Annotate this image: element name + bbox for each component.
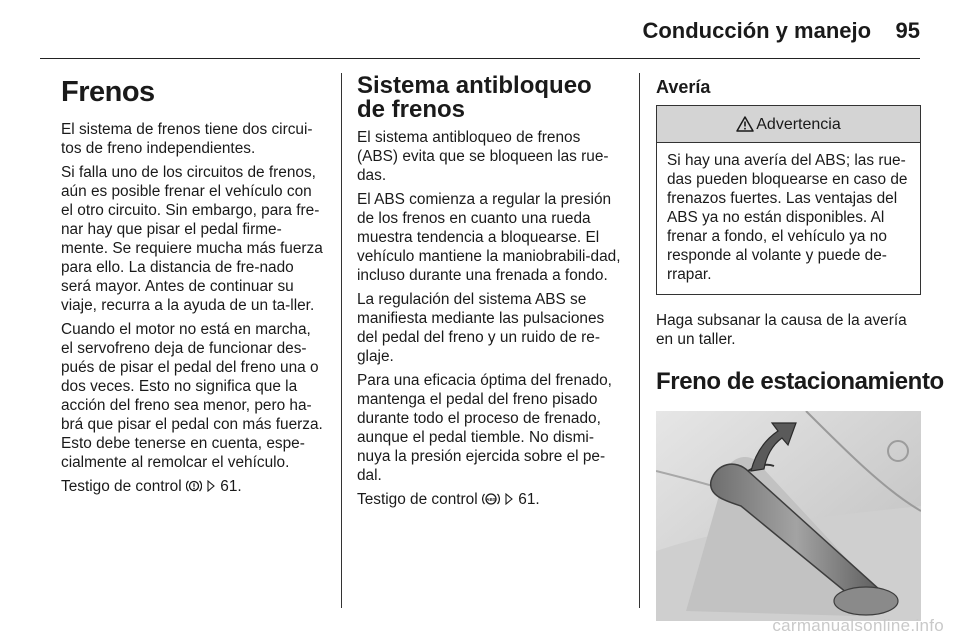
section-heading-brakes: Frenos [61,76,155,108]
indicator-ref: 61. [220,478,242,495]
indicator-text: Testigo de control [357,491,478,508]
column-brakes [61,74,323,501]
paragraph: El sistema antibloqueo de frenos (ABS) evita que se bloqueen las rue-das. [357,129,609,184]
warning-box [656,105,921,295]
paragraph: La regulación del sistema ABS se manifiesta mediante las pulsaciones del pedal del freno y un ruido de re-glaje. [357,291,605,365]
abs-warning-icon [482,491,504,508]
watermark: carmanualsonline.info [772,616,944,635]
indicator-ref: 61. [518,491,540,508]
warning-label: Advertencia [756,115,841,133]
paragraph: Cuando el motor no está en marcha, el servofreno deja de funcionar des-pués de pisar el pedal del freno una o dos veces. Esto no significa que la acción del freno sea menor, pero ha-brá que pisar el pedal con más fuerza. Esto debe tenerse en cuenta, espe-cialmente al remolcar el vehículo. [61,321,323,471]
column-fault [656,74,944,621]
page-header [40,0,920,58]
brake-warning-icon [186,478,206,495]
paragraph: Si falla uno de los circuitos de frenos, aún es posible frenar el vehículo con el otro circuito. Sin embargo, para fre-nar hay que pisar el pedal firme-mente. Se requiere mucha más fuerza para ello. La distancia de fre-nado será mayor. Antes de continuar su viaje, recurra a la ayuda de un ta-ller. [61,164,323,314]
indicator-text: Testigo de control [61,478,182,495]
page-reference-icon [504,491,518,508]
header-rule [40,58,920,59]
section-title: Conducción y manejo [642,18,872,43]
paragraph: El ABS comienza a regular la presión de los frenos en cuanto una rueda muestra tendencia a bloquearse. El vehículo mantiene la maniobrabili-dad, incluso durante una frenada a fondo. [357,191,621,284]
paragraph: Haga subsanar la causa de la avería en un taller. [656,312,907,348]
section-heading-abs: Sistema antibloqueo de frenos [357,72,592,123]
svg-text:ABS: ABS [486,497,496,502]
indicator-line [357,490,624,509]
paragraph: El sistema de frenos tiene dos circui-tos de freno independientes. [61,121,313,157]
subheading-fault: Avería [656,77,711,97]
warning-triangle-icon [736,115,754,134]
column-divider-1 [341,73,342,608]
paragraph: Para una eficacia óptima del frenado, mantenga el pedal del freno pisado durante todo el proceso de frenado, aunque el pedal tiemble. No dismi-nuya la presión ejercida sobre el pe-dal. [357,372,612,484]
indicator-line [61,477,323,496]
page-reference-icon [206,478,220,495]
column-divider-2 [639,73,640,608]
header-title [642,18,920,44]
warning-header [657,106,920,143]
warning-text: Si hay una avería del ABS; las rue-das pueden bloquearse en caso de frenazos fuertes. Las ventajas del ABS ya no están disponibles. Al frenar a fondo, el vehículo ya no responde al volante y puede de-rrapar. [667,152,908,283]
column-abs [357,74,624,514]
section-heading-parking-brake: Freno de estacionamiento [656,368,944,395]
page-number: 95 [895,18,920,43]
parking-brake-illustration [656,411,921,621]
